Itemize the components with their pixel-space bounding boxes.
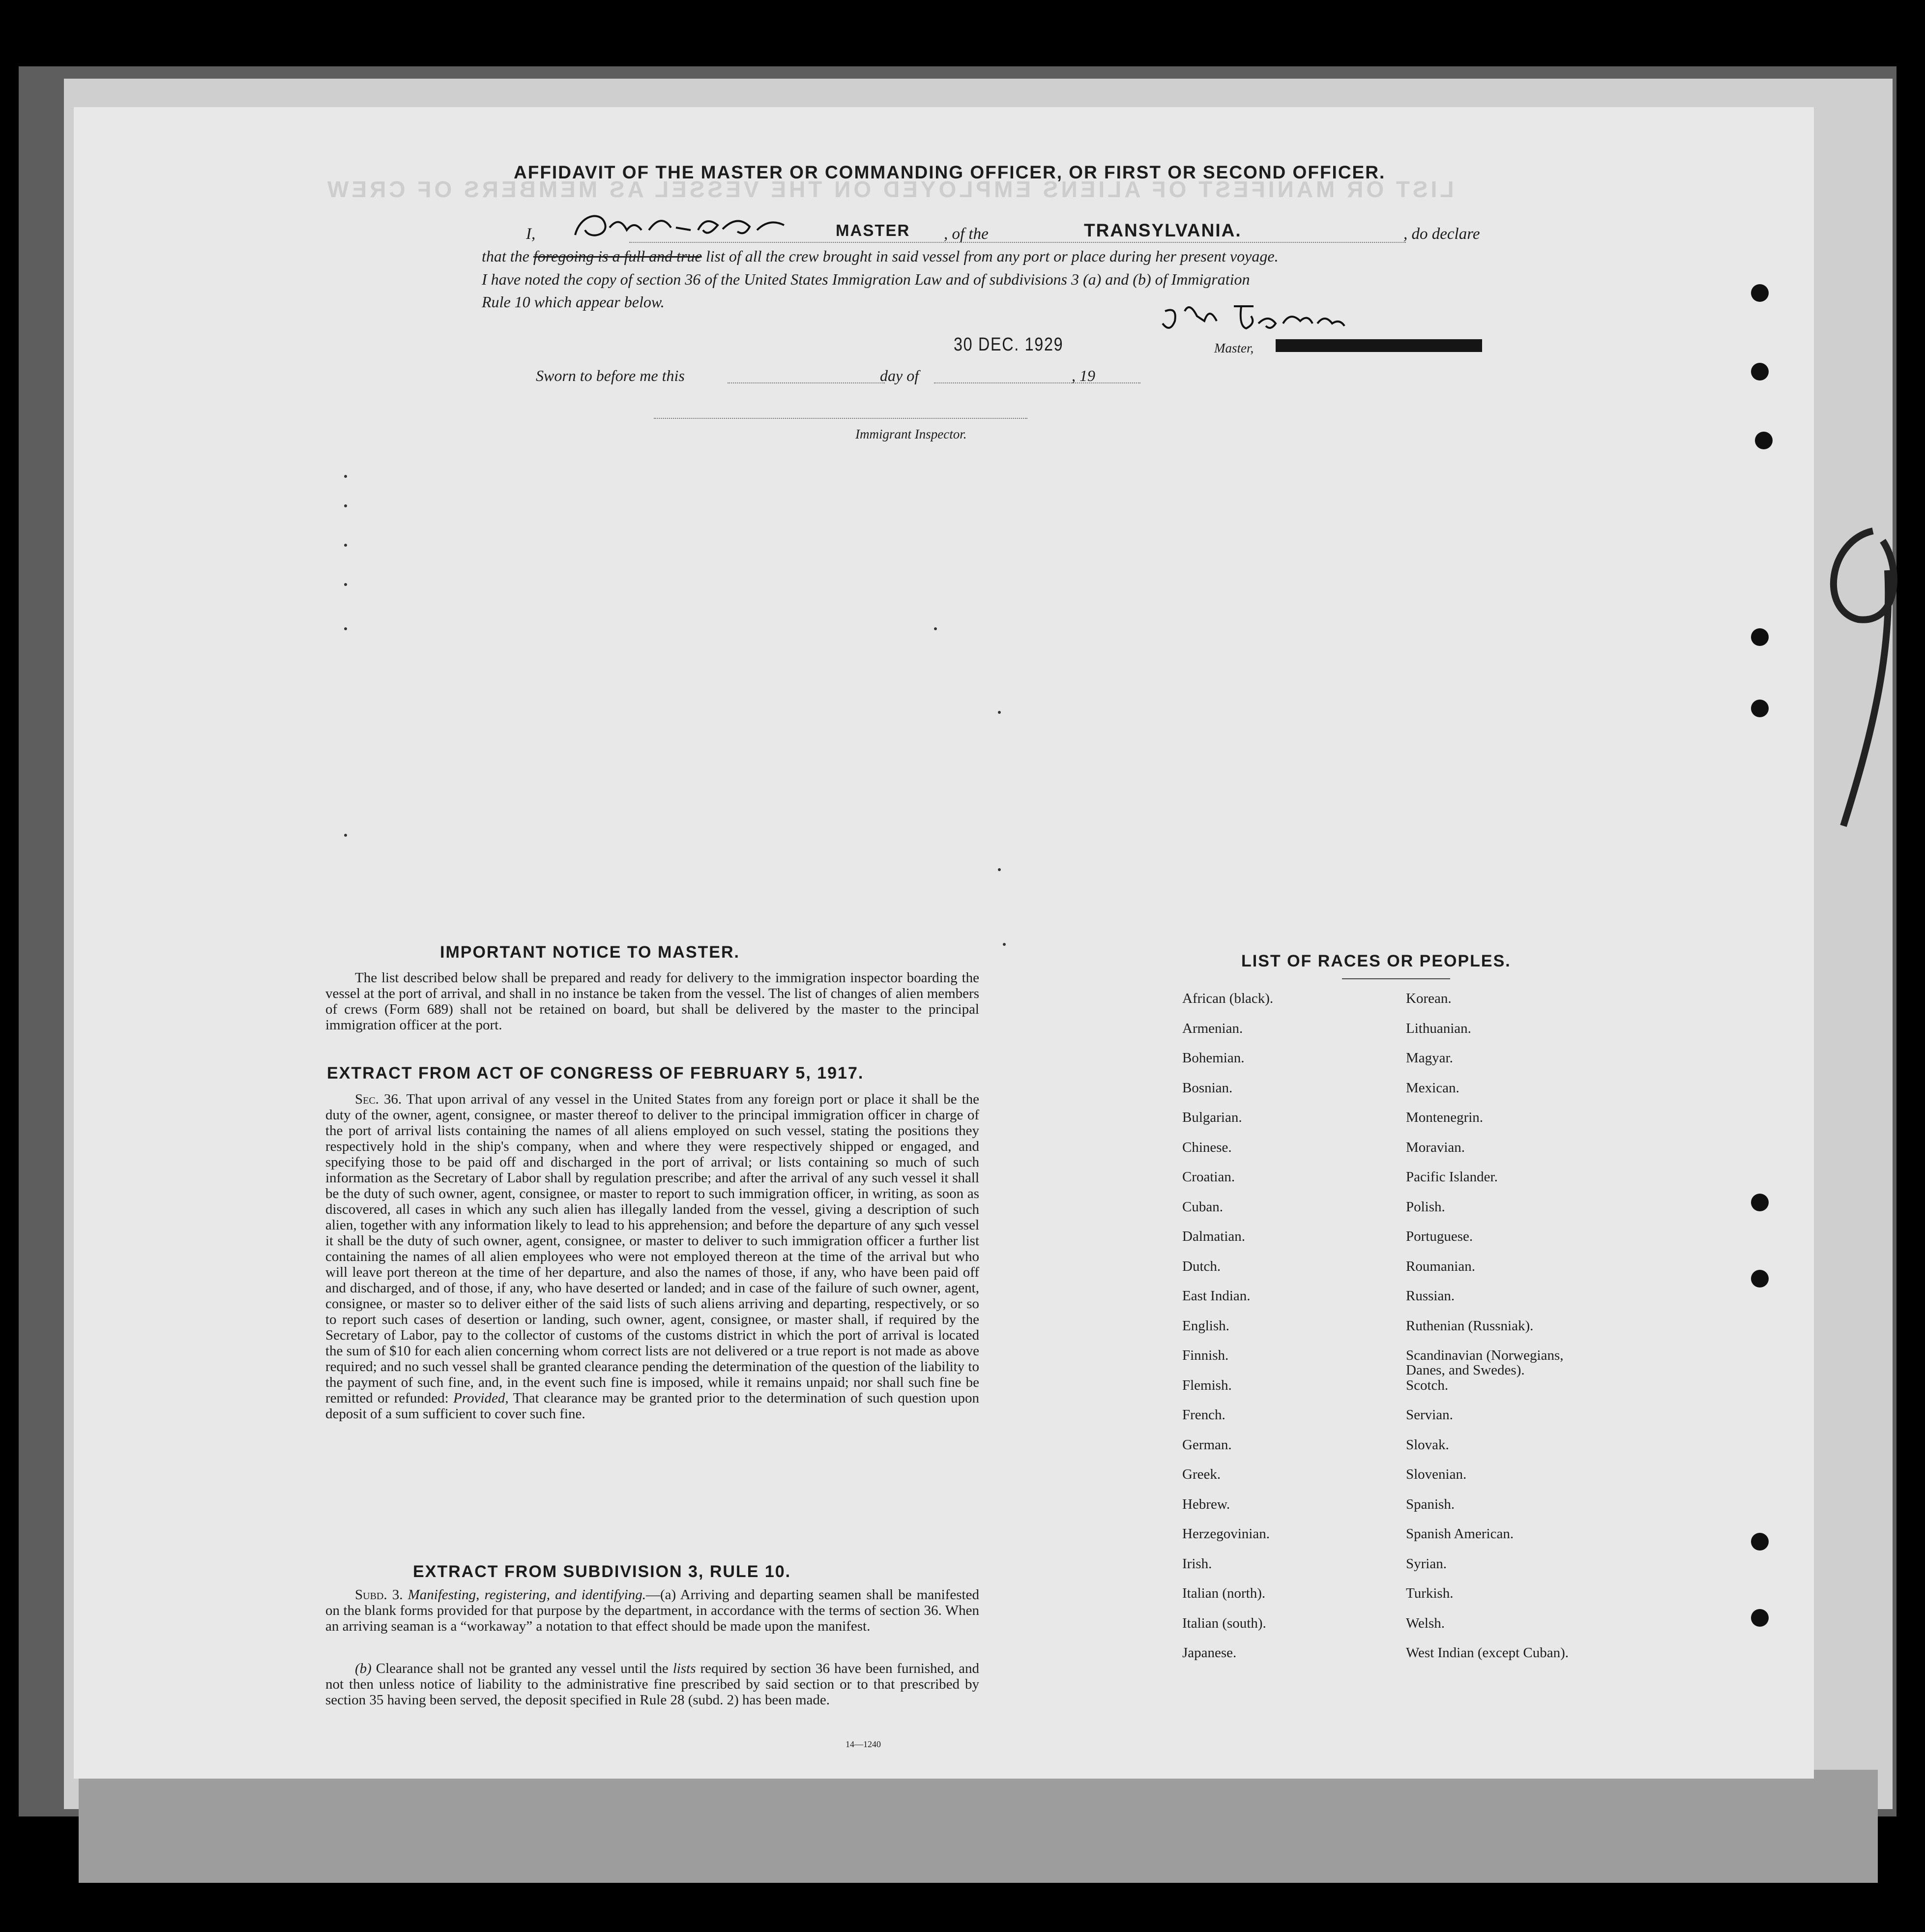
punch-hole — [1751, 363, 1769, 381]
race-item: Cuban. — [1182, 1199, 1223, 1215]
affidavit-line-1: that the foregoing is a full and true list of all the crew brought in said vessel from any port or place during her present voyage. — [482, 247, 1279, 265]
underlying-sheet-edge — [79, 1770, 1878, 1883]
race-item: Hebrew. — [1182, 1496, 1230, 1512]
master-signature — [570, 205, 796, 245]
races-title-rule — [1342, 978, 1450, 979]
punch-hole — [1751, 1533, 1769, 1551]
notice-text: The list described below shall be prepared and ready for delivery to the immigration inspector boarding the vessel at the port of arrival, and shall in no instance be taken from the vessel. The list of changes of alien members of crews (Form 689) shall not be retained on board, but shall be delivered by the master to the principal immigration officer at the port. — [325, 970, 979, 1033]
vessel-name: TRANSYLVANIA. — [1084, 220, 1242, 240]
affidavit-line-3: Rule 10 which appear below. — [482, 293, 665, 311]
race-item: Italian (north). — [1182, 1585, 1266, 1601]
race-item: Spanish American. — [1406, 1526, 1514, 1542]
redaction-bar — [1276, 339, 1482, 352]
race-item: Slovak. — [1406, 1436, 1449, 1453]
race-item: Dalmatian. — [1182, 1229, 1246, 1244]
punch-hole — [1755, 432, 1773, 449]
race-item: Bohemian. — [1182, 1050, 1245, 1066]
race-item: Montenegrin. — [1406, 1110, 1484, 1125]
bleed-dot — [344, 544, 347, 547]
race-item: Chinese. — [1182, 1139, 1232, 1155]
notice-title: IMPORTANT NOTICE TO MASTER. — [440, 943, 740, 962]
affidavit-title: AFFIDAVIT OF THE MASTER OR COMMANDING OFFICER, OR FIRST OR SECOND OFFICER. — [514, 162, 1386, 182]
bleed-dot — [998, 711, 1001, 714]
race-item: Slovenian. — [1406, 1466, 1467, 1482]
year-prefix: , 19 — [1072, 367, 1095, 384]
race-item: German. — [1182, 1436, 1232, 1453]
bleed-dot — [344, 834, 347, 837]
rule-title: EXTRACT FROM SUBDIVISION 3, RULE 10. — [413, 1562, 791, 1581]
day-of-label: day of — [880, 367, 919, 384]
sworn-month-line — [934, 382, 1140, 383]
race-item: Irish. — [1182, 1555, 1212, 1572]
race-item: Herzegovinian. — [1182, 1526, 1270, 1542]
race-item: French. — [1182, 1407, 1225, 1423]
rule-para-a: Subd. 3. Manifesting, registering, and identifying.—(a) Arriving and departing seamen shall be manifested on the blank forms provided for that purpose by the department, in accordance with the terms of section 36. When an arriving seaman is a “workaway” a notation to that effect should be made upon the manifest. — [325, 1587, 979, 1634]
race-item: Pacific Islander. — [1406, 1169, 1498, 1185]
race-item: Korean. — [1406, 991, 1452, 1006]
race-item: Spanish. — [1406, 1496, 1455, 1512]
race-item: Polish. — [1406, 1199, 1445, 1215]
race-item: Ruthenian (Russniak). — [1406, 1317, 1534, 1334]
race-item: Finnish. — [1182, 1347, 1229, 1363]
punch-hole — [1751, 628, 1769, 646]
bleed-dot — [344, 583, 347, 586]
master-signature-2 — [1155, 296, 1381, 341]
punch-hole — [1751, 1609, 1769, 1627]
master-label: MASTER — [836, 221, 910, 239]
affidavit-page — [74, 107, 1814, 1779]
punch-hole — [1751, 1194, 1769, 1211]
race-item: East Indian. — [1182, 1288, 1251, 1304]
i-label: I, — [526, 225, 536, 243]
race-item: English. — [1182, 1317, 1229, 1334]
race-item: Roumanian. — [1406, 1258, 1475, 1274]
race-item: Servian. — [1406, 1407, 1453, 1423]
do-declare: , do declare — [1403, 225, 1480, 243]
date-stamp: 30 DEC. 1929 — [954, 334, 1064, 355]
bleed-dot — [934, 627, 937, 630]
race-item: Lithuanian. — [1406, 1020, 1471, 1036]
race-item: Armenian. — [1182, 1020, 1243, 1036]
inspector-signature-line — [654, 418, 1027, 419]
punch-hole — [1751, 1270, 1769, 1288]
race-item: Japanese. — [1182, 1645, 1237, 1661]
race-item: Danes, and Swedes). — [1406, 1362, 1525, 1378]
name-underline — [629, 242, 1406, 243]
race-item: Russian. — [1406, 1288, 1455, 1304]
race-item: Flemish. — [1182, 1377, 1232, 1393]
race-item: West Indian (except Cuban). — [1406, 1645, 1569, 1661]
pencil-mark — [1789, 511, 1917, 836]
race-item: Mexican. — [1406, 1080, 1459, 1096]
race-item: African (black). — [1182, 991, 1274, 1006]
bleed-through-header: LIST OR MANIFEST OF ALIENS EMPLOYED ON THE VESSEL AS MEMBERS OF CREW — [324, 176, 1454, 202]
race-item: Croatian. — [1182, 1169, 1235, 1185]
race-item: Magyar. — [1406, 1050, 1453, 1066]
act-title: EXTRACT FROM ACT OF CONGRESS OF FEBRUARY 5, 1917. — [327, 1064, 864, 1083]
race-item: Dutch. — [1182, 1258, 1221, 1274]
race-item: Scandinavian (Norwegians, — [1406, 1347, 1564, 1363]
race-item: Moravian. — [1406, 1139, 1465, 1155]
race-item: Scotch. — [1406, 1377, 1449, 1393]
rule-para-b: (b) Clearance shall not be granted any vessel until the lists required by section 36 have been furnished, and not then unless notice of liability to the administrative fine prescribed by said section or to that prescribed by section 35 having been served, the deposit specified in Rule 28 (subd. 2) has been made. — [325, 1661, 979, 1708]
of-the-label: , of the — [944, 225, 989, 243]
race-item: Portuguese. — [1406, 1229, 1473, 1244]
inspector-caption: Immigrant Inspector. — [855, 427, 967, 441]
race-item: Bulgarian. — [1182, 1110, 1242, 1125]
affidavit-line-2: I have noted the copy of section 36 of the United States Immigration Law and of subdivisions 3 (a) and (b) of Immigration — [482, 270, 1250, 288]
bleed-dot — [998, 868, 1001, 871]
act-text: Sec. 36. That upon arrival of any vessel in the United States from any foreign port or place it shall be the duty of the owner, agent, consignee, or master thereof to deliver to the principal immigration officer in charge of the port of arrival lists containing the names of all aliens employed on such vessel, stating the positions they respectively hold in the ship's company, when and where they were respectively shipped or engaged, and specifying those to be paid off and discharged in the port of arrival; or lists containing so much of such information as the Secretary of Labor shall by regulation prescribe; and after the arrival of any such vessel it shall be the duty of such owner, agent, consignee, or master to report to such immigration officer, in writing, as soon as discovered, all cases in which any such alien has illegally landed from the vessel, giving a description of such alien, together with any information likely to lead to his apprehension; and before the departure of any such vessel it shall be the duty of such owner, agent, consignee, or master to deliver to such immigration officer a further list containing the names of all alien employees who were not employed thereon at the time of the arrival but who will leave port thereon at the time of her departure, and also the names of those, if any, who have been paid off and discharged, and of those, if any, who have deserted or landed; and in case of the failure of such owner, agent, consignee, or master so to deliver either of the said lists of such aliens arriving and departing, respectively, or so to report such cases of desertion or landing, such owner, agent, consignee, or master shall, if required by the Secretary of Labor, pay to the collector of customs of the customs district in which the port of arrival is located the sum of $10 for each alien concerning whom correct lists are not delivered or a true report is not made as above required; and no such vessel shall be granted clearance pending the determination of the question of the liability to the payment of such fine, and, in the event such fine is imposed, while it remains unpaid; nor shall such fine be remitted or refunded: Provided, That clearance may be granted prior to the determination of such question upon deposit of a sum sufficient to cover such fine. — [325, 1091, 979, 1422]
sworn-label: Sworn to before me this — [536, 367, 685, 384]
sworn-day-line — [728, 382, 885, 383]
bleed-dot — [344, 504, 347, 507]
bleed-dot — [1003, 943, 1006, 946]
race-item: Welsh. — [1406, 1615, 1445, 1631]
race-item: Italian (south). — [1182, 1615, 1266, 1631]
race-item: Bosnian. — [1182, 1080, 1233, 1096]
bleed-dot — [344, 627, 347, 630]
punch-hole — [1751, 700, 1769, 717]
race-item: Turkish. — [1406, 1585, 1454, 1601]
master-caption: Master, — [1214, 341, 1254, 355]
punch-hole — [1751, 284, 1769, 302]
race-item: Greek. — [1182, 1466, 1221, 1482]
form-number: 14—1240 — [846, 1739, 881, 1749]
bleed-dot — [344, 475, 347, 478]
races-title: LIST OF RACES OR PEOPLES. — [1241, 952, 1511, 970]
race-item: Syrian. — [1406, 1555, 1447, 1572]
